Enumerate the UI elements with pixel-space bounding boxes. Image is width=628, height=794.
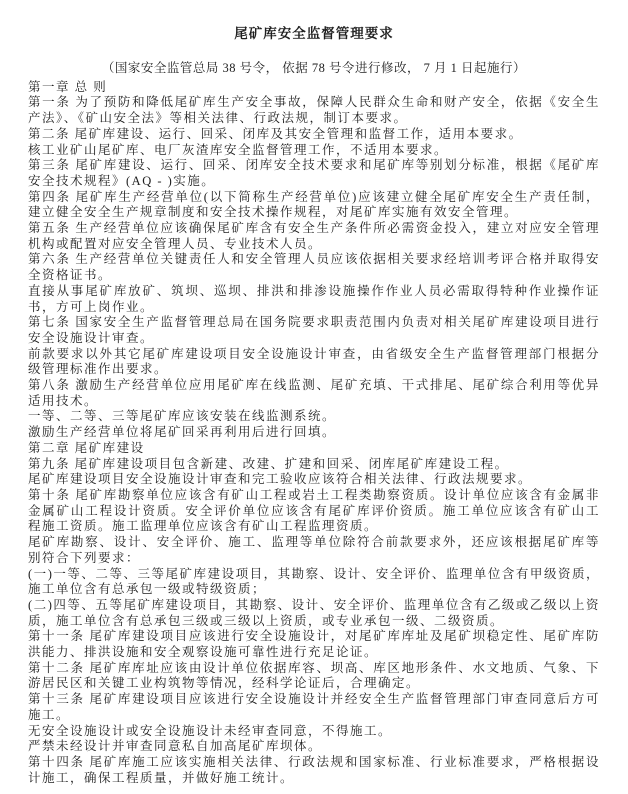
paragraph: (一)一等、二等、三等尾矿库建设项目，其勘察、设计、安全评价、监理单位含有甲级资质，施工单位含有总承包一级或特级资质； xyxy=(28,566,600,597)
paragraph: 一等、二等、三等尾矿库应该安装在线监测系统。 xyxy=(28,409,337,424)
paragraph: 第七条 国家安全生产监督管理总局在国务院要求职责范围内负责对相关尾矿库建设项目进行安全设施设计审查。 xyxy=(28,315,600,345)
paragraph: 无安全设施设计或安全设施设计未经审查同意，不得施工。 xyxy=(28,723,393,738)
paragraph: 第十四条 尾矿库施工应该实施相关法律、行政法规和国家标准、行业标准要求，严格根据设计施工，确保工程质量，并做好施工统计。 xyxy=(28,754,600,785)
document-body xyxy=(28,80,600,787)
paragraph: 第六条 生产经营单位关键责任人和安全管理人员应该依据相关要求经培训考评合格并取得安全资格证书。 xyxy=(28,252,600,283)
paragraph: 前款要求以外其它尾矿库建设项目安全设施设计审查，由省级安全生产监督管理部门根据分级管理标准作出要求。 xyxy=(28,346,600,377)
paragraph: 第十二条 尾矿库库址应该由设计单位依据库容、坝高、库区地形条件、水文地质、气象、下游居民区和关键工业构筑物等情况，经科学论证后，合理确定。 xyxy=(28,660,600,691)
paragraph: 第二章 尾矿库建设 xyxy=(28,440,145,455)
paragraph: 尾矿库建设项目安全设施设计审查和完工验收应该符合相关法律、行政法规要求。 xyxy=(28,472,533,487)
paragraph: 第十一条 尾矿库建设项目应该进行安全设施设计，对尾矿库库址及尾矿坝稳定性、尾矿库防洪能力、排洪设施和安全观察设施可靠性进行充足论证。 xyxy=(28,629,600,660)
paragraph: 第八条 激励生产经营单位应用尾矿库在线监测、尾矿充填、干式排尾、尾矿综合利用等优异适用技术。 xyxy=(28,378,600,408)
paragraph: 第三条 尾矿库建设、运行、回采、闭库安全技术要求和尾矿库等别划分标准，根据《尾矿库安全技术规程》(AQ - )实施。 xyxy=(28,158,600,188)
paragraph: 核工业矿山尾矿库、电厂灰渣库安全监督管理工作，不适用本要求。 xyxy=(28,142,449,157)
paragraph: 第十三条 尾矿库建设项目应该进行安全设施设计并经安全生产监督管理部门审查同意后方可施工。 xyxy=(28,692,600,722)
paragraph: 第一章 总 则 xyxy=(28,79,108,94)
paragraph: 激励生产经营单位将尾矿回采再利用后进行回填。 xyxy=(28,425,337,440)
paragraph: 第九条 尾矿库建设项目包含新建、改建、扩建和回采、闭库尾矿库建设工程。 xyxy=(28,456,509,471)
paragraph: 第十条 尾矿库勘察单位应该含有矿山工程或岩土工程类勘察资质。设计单位应该含有金属非金属矿山工程设计资质。安全评价单位应该含有尾矿库评价资质。施工单位应该含有矿山工程施工资质。施工监理单位应该含有矿山工程监理资质。 xyxy=(28,487,600,534)
document-title: 尾矿库安全监督管理要求 xyxy=(234,26,394,41)
paragraph: (二)四等、五等尾矿库建设项目，其勘察、设计、安全评价、监理单位含有乙级或乙级以上资质，施工单位含有总承包三级或三级以上资质，或专业承包一级、二级资质。 xyxy=(28,597,600,628)
paragraph: 第一条 为了预防和降低尾矿库生产安全事故，保障人民群众生命和财产安全，依据《安全生产法》、《矿山安全法》等相关法律、行政法规，制订本要求。 xyxy=(28,95,600,126)
document-subtitle: （国家安全监管总局 38 号令， 依据 78 号令进行修改， 7 月 1 日起施行） xyxy=(101,61,527,75)
paragraph: 严禁未经设计并审查同意私自加高尾矿库坝体。 xyxy=(28,739,323,754)
paragraph: 第二条 尾矿库建设、运行、回采、闭库及其安全管理和监督工作，适用本要求。 xyxy=(28,126,523,141)
paragraph: 尾矿库勘察、设计、安全评价、施工、监理等单位除符合前款要求外，还应该根据尾矿库等别符合下列要求： xyxy=(28,535,600,565)
paragraph: 第四条 尾矿库生产经营单位(以下简称生产经营单位)应该建立健全尾矿库安全生产责任制，建立健全安全生产规章制度和安全技术操作规程，对尾矿库实施有效安全管理。 xyxy=(28,189,600,220)
paragraph: 直接从事尾矿库放矿、筑坝、巡坝、排洪和排渗设施操作作业人员必需取得特种作业操作证书，方可上岗作业。 xyxy=(28,283,600,314)
paragraph: 第五条 生产经营单位应该确保尾矿库含有安全生产条件所必需资金投入，建立对应安全管理机构或配置对应安全管理人员、专业技术人员。 xyxy=(28,221,600,251)
